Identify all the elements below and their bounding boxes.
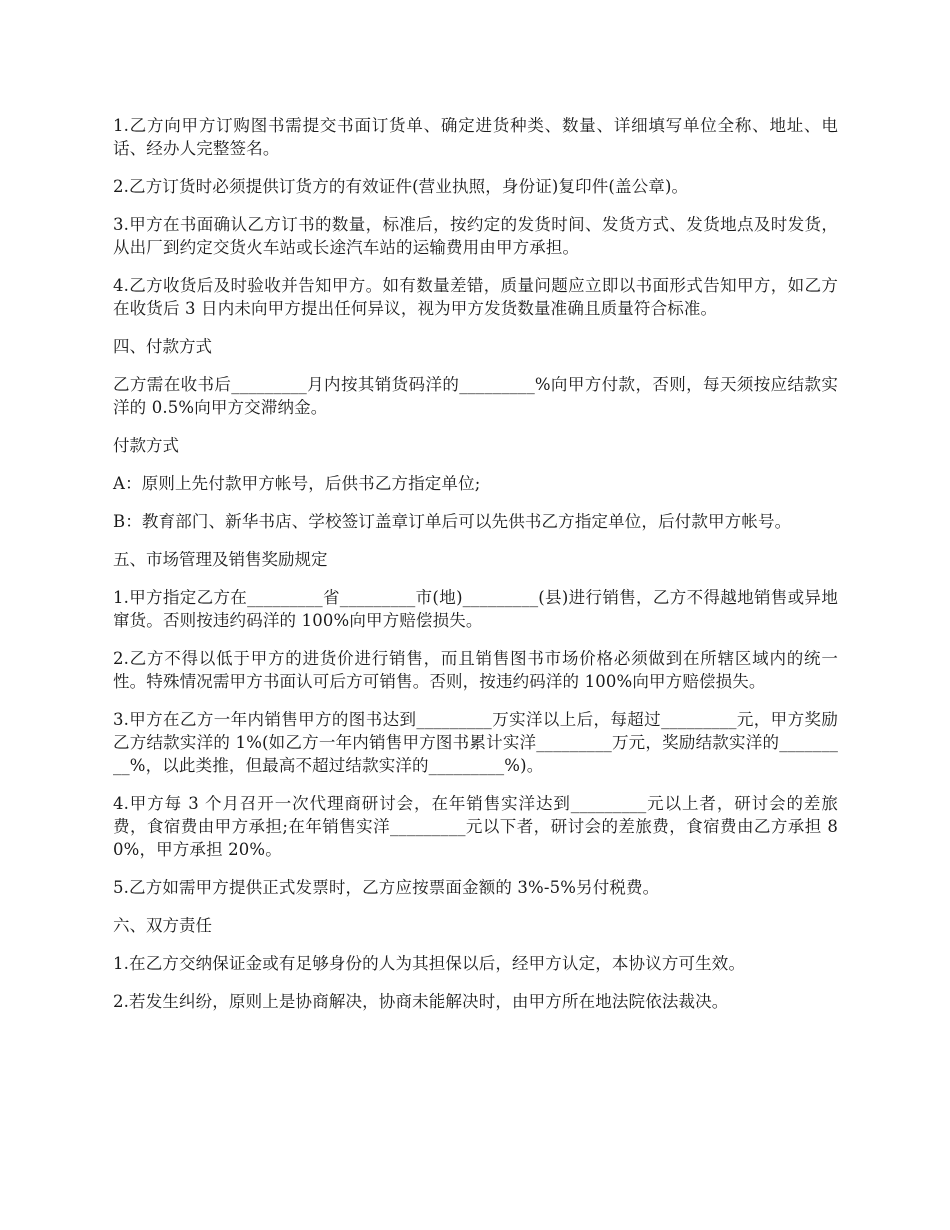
clause-sales-region: 1.甲方指定乙方在_________省_________市(地)_________(县)进行销售，乙方不得越地销售或异地窜货。否则按违约码洋的 100%向甲方赔偿损失。 (113, 588, 838, 630)
clause-guarantee: 1.在乙方交纳保证金或有足够身份的人为其担保以后，经甲方认定，本协议方可生效。 (113, 954, 746, 973)
clause-sales-reward: 3.甲方在乙方一年内销售甲方的图书达到_________万实洋以上后，每超过_________元，甲方奖励乙方结款实洋的 1%(如乙方一年内销售甲方图书累计实洋_________万元，奖励结款实洋的_________%，以此类推，但最高不超过结款实洋的_________%)。 (113, 710, 838, 775)
clause-seminar: 4.甲方每 3 个月召开一次代理商研讨会，在年销售实洋达到_________元以上者，研讨会的差旅费，食宿费由甲方承担;在年销售实洋_________元以下者，研讨会的差旅费，食宿费由乙方承担 80%，甲方承担 20%。 (113, 794, 838, 859)
payment-option-a: A：原则上先付款甲方帐号，后供书乙方指定单位; (113, 474, 481, 493)
clause-dispute: 2.若发生纠纷，原则上是协商解决，协商未能解决时，由甲方所在地法院依法裁决。 (113, 992, 729, 1011)
subheading-payment-method: 付款方式 (113, 436, 179, 455)
clause-inspection: 4.乙方收货后及时验收并告知甲方。如有数量差错，质量问题应立即以书面形式告知甲方，如乙方在收货后 3 日内未向甲方提出任何异议，视为甲方发货数量准确且质量符合标准。 (113, 276, 838, 318)
payment-option-b: B：教育部门、新华书店、学校签订盖章订单后可以先供书乙方指定单位，后付款甲方帐号。 (113, 512, 792, 531)
clause-order-requirements: 1.乙方向甲方订购图书需提交书面订货单、确定进货种类、数量、详细填写单位全称、地址、电话、经办人完整签名。 (113, 116, 838, 158)
section-heading-payment: 四、付款方式 (113, 337, 212, 356)
clause-pricing: 2.乙方不得以低于甲方的进货价进行销售，而且销售图书市场价格必须做到在所辖区域内的统一性。特殊情况需甲方书面认可后方可销售。否则，按违约码洋的 100%向甲方赔偿损失。 (113, 649, 838, 691)
section-heading-market: 五、市场管理及销售奖励规定 (113, 550, 328, 569)
section-heading-responsibilities: 六、双方责任 (113, 916, 212, 935)
document-body (113, 114, 838, 1028)
clause-invoice: 5.乙方如需甲方提供正式发票时，乙方应按票面金额的 3%-5%另付税费。 (113, 878, 660, 897)
clause-delivery: 3.甲方在书面确认乙方订书的数量，标准后，按约定的发货时间、发货方式、发货地点及时发货，从出厂到约定交货火车站或长途汽车站的运输费用由甲方承担。 (113, 215, 838, 257)
clause-payment-terms: 乙方需在收书后_________月内按其销货码洋的_________%向甲方付款，否则，每天须按应结款实洋的 0.5%向甲方交滞纳金。 (113, 375, 838, 417)
clause-order-documents: 2.乙方订货时必须提供订货方的有效证件(营业执照，身份证)复印件(盖公章)。 (113, 177, 689, 196)
